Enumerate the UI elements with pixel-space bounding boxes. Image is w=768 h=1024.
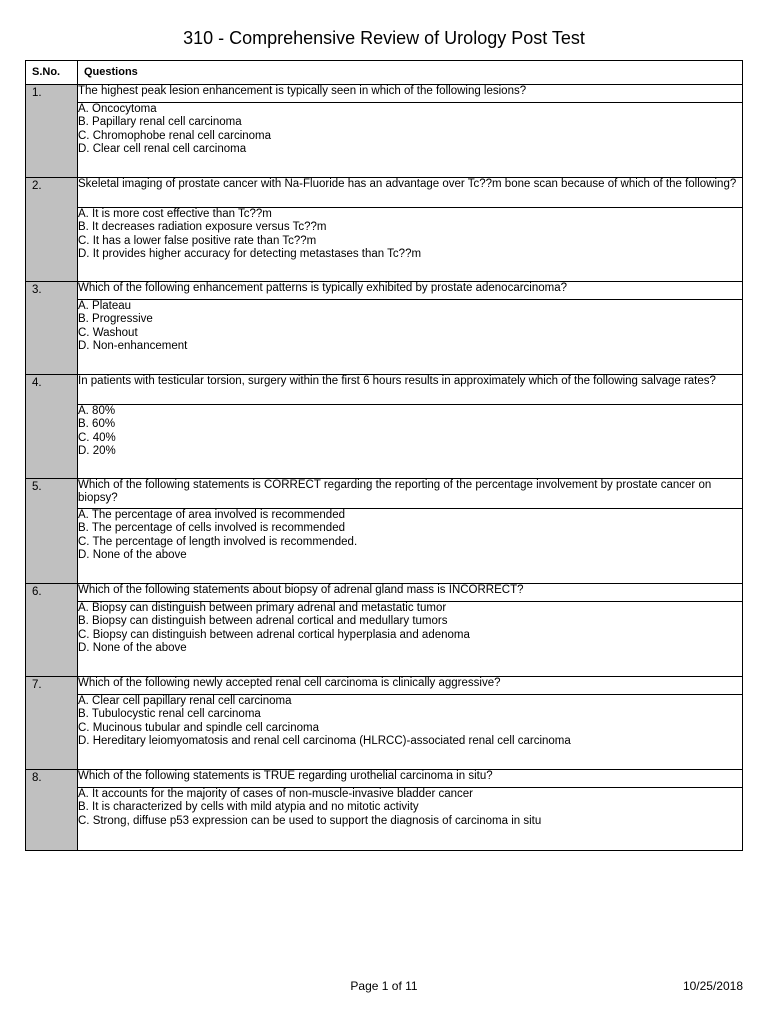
answer-option: A. It accounts for the majority of cases of non-muscle-invasive bladder cancer — [78, 788, 474, 800]
question-text: Which of the following statements is TRUE regarding urothelial carcinoma in situ? — [78, 770, 743, 788]
answer-option: C. The percentage of length involved is recommended. — [78, 535, 358, 548]
answer-option: A. Oncocytoma — [78, 103, 157, 115]
answer-options — [78, 208, 743, 282]
answer-option: B. The percentage of cells involved is recommended — [78, 522, 345, 535]
answer-option: C. 40% — [78, 431, 116, 444]
question-text: Which of the following statements is CORRECT regarding the reporting of the percentage involvement by prostate cancer on biopsy? — [78, 479, 743, 509]
options-row — [26, 695, 743, 770]
answer-option: D. Non-enhancement — [78, 340, 188, 353]
question-row — [26, 375, 743, 405]
answer-option: B. It decreases radiation exposure versus Tc??m — [78, 221, 327, 234]
answer-options — [78, 695, 743, 770]
question-row — [26, 584, 743, 602]
answer-option: A. Plateau — [78, 300, 132, 312]
answer-option: C. It has a lower false positive rate than Tc??m — [78, 234, 317, 247]
answer-options — [78, 300, 743, 375]
answer-option: C. Strong, diffuse p53 expression can be used to support the diagnosis of carcinoma in situ — [78, 814, 542, 827]
question-row — [26, 85, 743, 103]
page-title: 310 - Comprehensive Review of Urology Post Test — [183, 28, 585, 48]
options-row — [26, 208, 743, 282]
question-number: 6. — [26, 584, 78, 677]
question-number: 3. — [26, 282, 78, 375]
questions-table — [25, 60, 743, 851]
answer-option: B. It is characterized by cells with mild atypia and no mitotic activity — [78, 801, 419, 814]
column-header-questions: Questions — [78, 61, 743, 85]
answer-option: D. None of the above — [78, 549, 187, 562]
answer-option: D. Clear cell renal cell carcinoma — [78, 143, 247, 156]
question-number: 8. — [26, 770, 78, 851]
question-row — [26, 479, 743, 509]
answer-options — [78, 103, 743, 178]
answer-option: C. Chromophobe renal cell carcinoma — [78, 129, 272, 142]
answer-option: C. Biopsy can distinguish between adrenal cortical hyperplasia and adenoma — [78, 628, 470, 641]
answer-options — [78, 788, 743, 851]
answer-option: D. None of the above — [78, 642, 187, 655]
answer-option: D. It provides higher accuracy for detecting metastases than Tc??m — [78, 248, 422, 261]
table-header-row — [26, 61, 743, 85]
print-date: 10/25/2018 — [682, 979, 743, 993]
answer-option: A. Clear cell papillary renal cell carcinoma — [78, 695, 292, 707]
question-row — [26, 178, 743, 208]
answer-option: B. 60% — [78, 418, 116, 431]
answer-option: A. The percentage of area involved is recommended — [78, 509, 345, 521]
answer-option: B. Biopsy can distinguish between adrenal cortical and medullary tumors — [78, 615, 448, 628]
options-row — [26, 602, 743, 677]
options-row — [26, 300, 743, 375]
answer-option: B. Progressive — [78, 313, 153, 326]
answer-option: C. Washout — [78, 326, 138, 339]
column-header-sno: S.No. — [26, 61, 78, 85]
question-row — [26, 677, 743, 695]
question-number: 7. — [26, 677, 78, 770]
answer-option: C. Mucinous tubular and spindle cell carcinoma — [78, 721, 319, 734]
answer-option: A. Biopsy can distinguish between primary adrenal and metastatic tumor — [78, 602, 447, 614]
answer-options — [78, 602, 743, 677]
answer-options — [78, 509, 743, 584]
options-row — [26, 405, 743, 479]
answer-option: B. Papillary renal cell carcinoma — [78, 116, 242, 129]
options-row — [26, 509, 743, 584]
question-number: 5. — [26, 479, 78, 584]
answer-option: A. 80% — [78, 405, 116, 417]
answer-option: A. It is more cost effective than Tc??m — [78, 208, 272, 220]
question-text: The highest peak lesion enhancement is typically seen in which of the following lesions? — [78, 85, 743, 103]
question-text: Skeletal imaging of prostate cancer with Na-Fluoride has an advantage over Tc??m bone scan because of which of the following? — [78, 178, 743, 208]
answer-option: D. Hereditary leiomyomatosis and renal cell carcinoma (HLRCC)-associated renal cell carcinoma — [78, 735, 571, 748]
page-number: Page 1 of 11 — [350, 979, 418, 993]
question-number: 2. — [26, 178, 78, 282]
question-number: 4. — [26, 375, 78, 479]
question-text: Which of the following newly accepted renal cell carcinoma is clinically aggressive? — [78, 677, 743, 695]
question-row — [26, 770, 743, 788]
question-number: 1. — [26, 85, 78, 178]
options-row — [26, 103, 743, 178]
question-text: Which of the following statements about biopsy of adrenal gland mass is INCORRECT? — [78, 584, 743, 602]
question-row — [26, 282, 743, 300]
question-text: In patients with testicular torsion, surgery within the first 6 hours results in approximately which of the following salvage rates? — [78, 375, 743, 405]
answer-option: D. 20% — [78, 445, 116, 458]
answer-option: B. Tubulocystic renal cell carcinoma — [78, 708, 261, 721]
options-row — [26, 788, 743, 851]
answer-options — [78, 405, 743, 479]
question-text: Which of the following enhancement patterns is typically exhibited by prostate adenocarcinoma? — [78, 282, 743, 300]
